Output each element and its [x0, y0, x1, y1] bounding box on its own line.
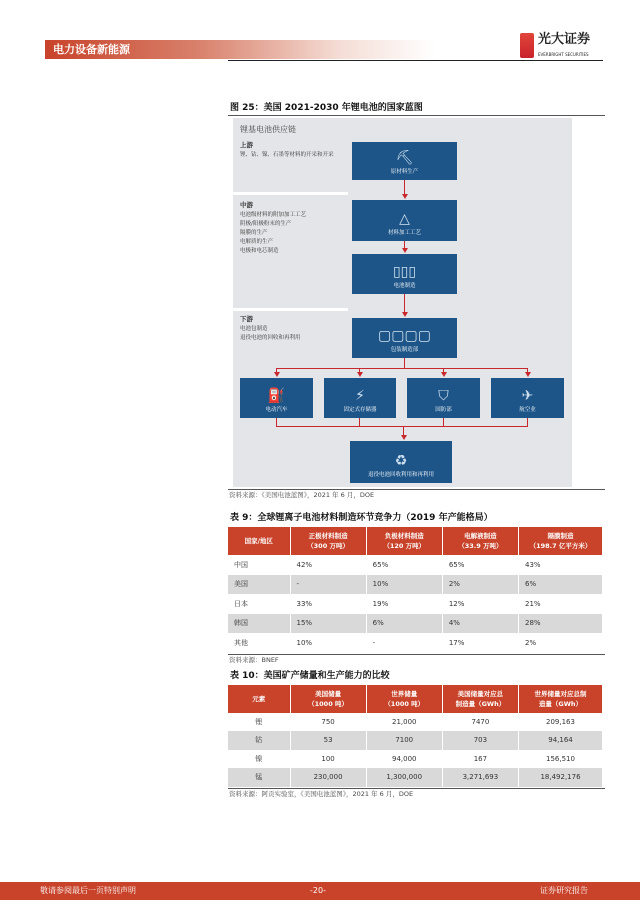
app-ev-box [240, 378, 313, 418]
table-row [228, 594, 603, 614]
logo-mark-icon [520, 33, 534, 58]
supply-chain-diagram [233, 118, 572, 487]
midstream-item: 电池级材料的附加加工工艺 [240, 212, 307, 218]
box-label: 固定式存储器 [343, 407, 377, 413]
header-text: （1000 吨） [308, 699, 348, 708]
table-cell: 6% [366, 614, 442, 634]
header-text: （300 万吨） [307, 542, 349, 550]
header-text: 世界储量 [391, 689, 418, 698]
box-label: 原材料生产 [390, 169, 419, 175]
header-text: （198.7 亿平方米） [529, 542, 592, 550]
separator [233, 308, 348, 311]
midstream-item: 隔膜的生产 [240, 230, 268, 236]
upstream-item: 锂、钴、镍、石墨等材料的开采和开采 [240, 152, 334, 158]
header-text: 隔膜制造 [547, 532, 574, 540]
table-cell: 12% [442, 594, 518, 614]
column-header [228, 685, 290, 713]
table-cell: 日本 [228, 594, 290, 614]
connector-line [443, 418, 444, 426]
header-text: 正极材料制造 [308, 532, 348, 540]
diagram-title: 锂基电池供应链 [240, 125, 296, 134]
company-logo [520, 32, 610, 62]
pile-icon: △ [399, 211, 410, 227]
page-number: -20- [310, 886, 326, 895]
box-label: 航空业 [519, 407, 536, 413]
excavator-icon: ⛏ [395, 150, 414, 166]
tables-section [228, 512, 605, 799]
arrow-head-icon [401, 435, 407, 440]
arrow-head-icon [357, 372, 363, 377]
conveyor-icon: ▢▢▢▢ [378, 328, 431, 344]
column-header [519, 527, 603, 555]
midstream-item: 阴极/阳极粉末的生产 [240, 221, 292, 227]
table-cell: 703 [442, 731, 518, 750]
midstream-item: 电解质的生产 [240, 239, 274, 245]
table-cell: - [366, 633, 442, 653]
table10-bottom-divider [228, 788, 605, 789]
table-cell: 94,164 [519, 731, 603, 750]
downstream-section [240, 314, 345, 343]
box-label: 材料加工工艺 [387, 230, 421, 236]
column-header [366, 527, 442, 555]
column-header [442, 685, 518, 713]
upstream-section [240, 140, 345, 160]
table-cell: 7100 [366, 731, 442, 750]
connector-line [404, 294, 405, 312]
table-cell: 中国 [228, 555, 290, 575]
column-header [228, 527, 290, 555]
arrow-head-icon [402, 194, 408, 199]
table-cell: 167 [442, 750, 518, 769]
table-cell: 28% [519, 614, 603, 634]
header-text: 美国储量 [315, 689, 342, 698]
midstream-item: 电极和电芯制造 [240, 248, 279, 254]
table-cell: 21% [519, 594, 603, 614]
connector-line [276, 368, 528, 369]
table-cell: 其他 [228, 633, 290, 653]
table-cell: 钴 [228, 731, 290, 750]
raw-material-box [352, 142, 457, 180]
column-header [519, 685, 603, 713]
airplane-icon: ✈ [521, 388, 534, 404]
box-label: 国防部 [435, 407, 452, 413]
figure-source: 资料来源：《美国电池蓝图》，2021 年 6 月，DOE [229, 491, 375, 499]
connector-line [527, 418, 528, 426]
material-processing-box [352, 200, 457, 241]
table-cell: 53 [290, 731, 366, 750]
table-cell: 156,510 [519, 750, 603, 769]
table-cell: 7470 [442, 713, 518, 732]
table-cell: 19% [366, 594, 442, 614]
column-header [442, 527, 518, 555]
table-cell: 1,300,000 [366, 768, 442, 787]
logo-subtext: EVERBRIGHT SECURITIES [538, 52, 589, 57]
table-cell: 17% [442, 633, 518, 653]
table-row [228, 575, 603, 595]
connector-line [276, 426, 528, 427]
box-label: 电动汽车 [265, 407, 288, 413]
table-cell: 锂 [228, 713, 290, 732]
downstream-label: 下游 [240, 315, 253, 323]
arrow-head-icon [441, 372, 447, 377]
table-cell: 65% [366, 555, 442, 575]
logo-text: 光大证券 [538, 32, 591, 47]
table-cell: 65% [442, 555, 518, 575]
table-row [228, 750, 603, 769]
app-defense-box [407, 378, 480, 418]
table-row [228, 633, 603, 653]
header-text: 制造量（GWh） [455, 699, 506, 708]
report-type: 证券研究报告 [540, 886, 588, 895]
table-cell: 2% [519, 633, 603, 653]
table-cell: 33% [290, 594, 366, 614]
header-text: 世界储量对应总制 [534, 689, 587, 698]
table-cell: 209,163 [519, 713, 603, 732]
arrow-head-icon [402, 248, 408, 253]
connector-line [276, 418, 277, 426]
header-text: 造量（GWh） [538, 699, 583, 708]
column-header [290, 527, 366, 555]
table-cell: 43% [519, 555, 603, 575]
app-aviation-box [491, 378, 564, 418]
table-cell: 2% [442, 575, 518, 595]
table-row [228, 713, 603, 732]
table9-title: 表 9：全球锂离子电池材料制造环节竞争力（2019 年产能格局） [230, 513, 493, 523]
table-cell: 镍 [228, 750, 290, 769]
table-cell: 15% [290, 614, 366, 634]
table9-bottom-divider [228, 654, 605, 655]
table10-source: 资料来源：阿贡实验室，《美国电池蓝图》，2021 年 6 月，DOE [229, 789, 414, 798]
header-text: 电解液制造 [464, 532, 497, 540]
table-row [228, 768, 603, 787]
table-cell: 750 [290, 713, 366, 732]
midstream-section [240, 200, 325, 256]
column-header [366, 685, 442, 713]
shield-icon: ⛉ [438, 388, 449, 404]
pack-manufacturing-box [352, 318, 457, 358]
header-text: （120 万吨） [383, 542, 426, 550]
header-text: （1000 吨） [384, 699, 425, 708]
table-header-row [228, 527, 603, 555]
table-cell: 21,000 [366, 713, 442, 732]
box-label: 包装制造部 [390, 347, 419, 353]
recycle-box [350, 441, 452, 483]
figure-title: 图 25：美国 2021-2030 年锂电池的国家蓝图 [230, 103, 423, 113]
page-footer [0, 882, 640, 900]
table-cell: 94,000 [366, 750, 442, 769]
energy-storage-icon: ⚡ [355, 388, 365, 404]
section-header: 电力设备新能源 [45, 40, 435, 59]
midstream-label: 中游 [240, 201, 253, 209]
app-storage-box [324, 378, 396, 418]
table-cell: 美国 [228, 575, 290, 595]
table10-title: 表 10：美国矿产储量和生产能力的比较 [230, 670, 390, 681]
arrow-head-icon [525, 372, 531, 377]
header-text: 美国储量对应总 [457, 689, 504, 698]
downstream-item: 电池包制造 [240, 326, 268, 332]
downstream-item: 退役电池的回收和再利用 [240, 335, 301, 341]
table-cell: 230,000 [290, 768, 366, 787]
table-header-row [228, 685, 603, 713]
table10 [228, 685, 603, 787]
header-text: 元素 [252, 694, 266, 703]
table-cell: 10% [290, 633, 366, 653]
table-cell: 10% [366, 575, 442, 595]
table-row [228, 731, 603, 750]
battery-cells-icon: ▯▯▯ [392, 264, 417, 280]
table-cell: 锰 [228, 768, 290, 787]
table-cell: - [290, 575, 366, 595]
recycle-icon: ♻ [394, 453, 408, 469]
header-text: 负极材料制造 [384, 532, 424, 540]
column-header [290, 685, 366, 713]
connector-line [404, 180, 405, 194]
table-row [228, 614, 603, 634]
table-cell: 42% [290, 555, 366, 575]
table-cell: 3,271,693 [442, 768, 518, 787]
cell-manufacturing-box [352, 254, 457, 294]
table-cell: 4% [442, 614, 518, 634]
figure-bottom-divider [228, 489, 605, 490]
box-label: 电池制造 [393, 283, 416, 289]
ev-charger-icon: ⛽ [267, 388, 286, 404]
disclaimer-note: 敬请参阅最后一页特别声明 [40, 886, 136, 895]
header-text: 国家/地区 [244, 537, 273, 545]
header-text: （33.9 万吨） [458, 542, 503, 550]
table9 [228, 527, 603, 653]
connector-line [404, 358, 405, 368]
connector-line [359, 418, 360, 426]
arrow-head-icon [274, 372, 280, 377]
table-cell: 100 [290, 750, 366, 769]
upstream-label: 上游 [240, 141, 253, 149]
table-cell: 韩国 [228, 614, 290, 634]
table9-source: 资料来源：BNEF [229, 655, 279, 664]
table-cell: 6% [519, 575, 603, 595]
table-cell: 18,492,176 [519, 768, 603, 787]
arrow-head-icon [402, 312, 408, 317]
figure-divider [228, 115, 605, 116]
box-label: 退役电池回收利用和再利用 [367, 472, 434, 478]
table-row [228, 555, 603, 575]
separator [233, 192, 348, 195]
